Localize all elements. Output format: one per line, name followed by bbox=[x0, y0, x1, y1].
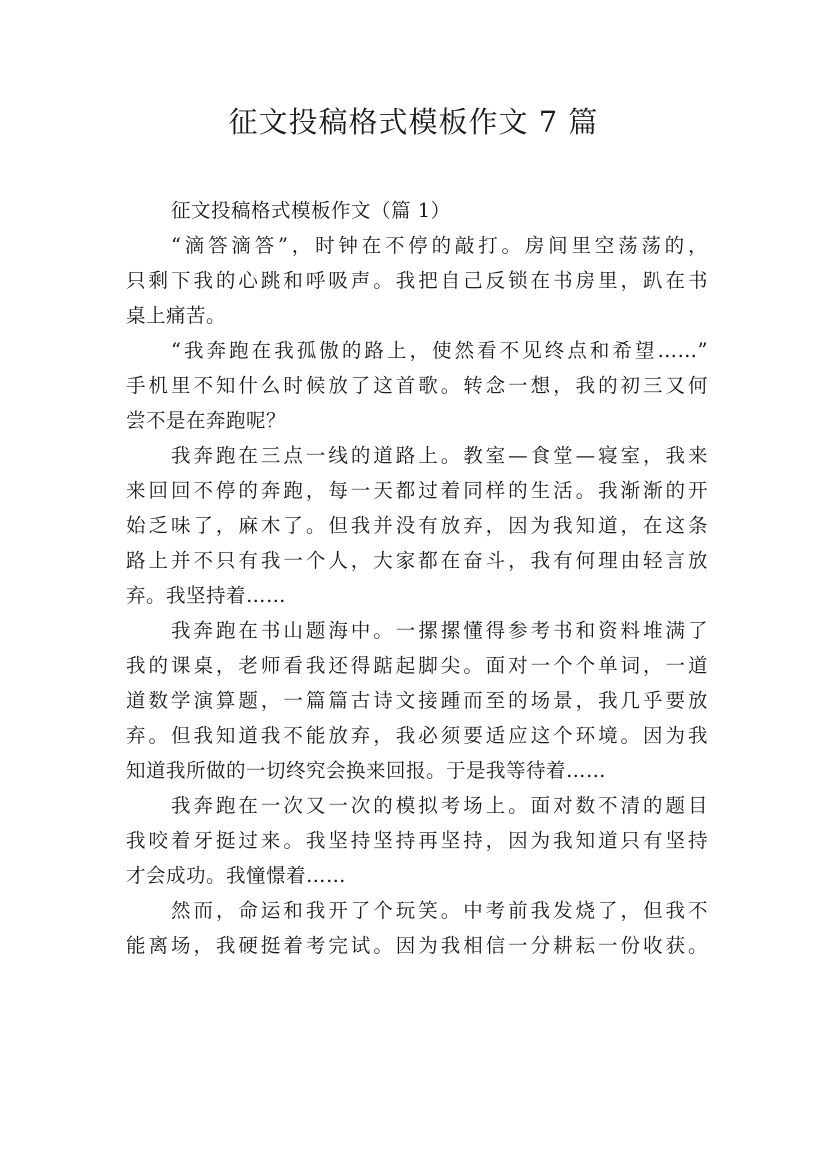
paragraph-first-line: “我奔跑在我孤傲的路上，使然看不见终点和希望……” bbox=[171, 339, 708, 362]
paragraph-line: 道数学演算题，一篇篇古诗文接踵而至的场景，我几乎要放 bbox=[126, 689, 708, 712]
paragraph-first-line: 征文投稿格式模板作文（篇 1） bbox=[171, 199, 451, 222]
document-body bbox=[126, 193, 708, 963]
paragraph-line: 路上并不只有我一个人，大家都在奋斗，我有何理由轻言放 bbox=[126, 549, 708, 572]
document-title: 征文投稿格式模板作文 7 篇 bbox=[228, 105, 599, 139]
paragraph-line: 知道我所做的一切终究会换来回报。于是我等待着…… bbox=[126, 759, 607, 782]
paragraph-line: 才会成功。我憧憬着…… bbox=[126, 864, 347, 887]
paragraph-line: 弃。但我知道我不能放弃，我必须要适应这个环境。因为我 bbox=[126, 724, 708, 747]
paragraph-line: 只剩下我的心跳和呼吸声。我把自己反锁在书房里，趴在书 bbox=[126, 269, 708, 292]
paragraph-first-line: 我奔跑在三点一线的道路上。教室—食堂—寝室，我来 bbox=[171, 444, 708, 467]
paragraph-line: 始乏味了，麻木了。但我并没有放弃，因为我知道，在这条 bbox=[126, 514, 708, 537]
paragraph-line: 我的课桌，老师看我还得踮起脚尖。面对一个个单词，一道 bbox=[126, 654, 708, 677]
paragraph-line: 尝不是在奔跑呢？ bbox=[126, 409, 287, 432]
paragraph-line: 能离场，我硬挺着考完试。因为我相信一分耕耘一份收获。 bbox=[126, 934, 708, 957]
paragraph-line: 桌上痛苦。 bbox=[126, 304, 227, 327]
paragraph-line: 弃。我坚持着…… bbox=[126, 584, 287, 607]
paragraph-first-line: “滴答滴答”，时钟在不停的敲打。房间里空荡荡的， bbox=[171, 234, 708, 257]
paragraph-first-line: 我奔跑在一次又一次的模拟考场上。面对数不清的题目 bbox=[171, 794, 708, 817]
paragraph-first-line: 然而，命运和我开了个玩笑。中考前我发烧了，但我不 bbox=[171, 899, 708, 922]
paragraph-line: 我咬着牙挺过来。我坚持坚持再坚持，因为我知道只有坚持 bbox=[126, 829, 708, 852]
paragraph-line: 手机里不知什么时候放了这首歌。转念一想，我的初三又何 bbox=[126, 374, 708, 397]
paragraph-line: 来回回不停的奔跑，每一天都过着同样的生活。我渐渐的开 bbox=[126, 479, 708, 502]
paragraph-first-line: 我奔跑在书山题海中。一摞摞懂得参考书和资料堆满了 bbox=[171, 619, 708, 642]
